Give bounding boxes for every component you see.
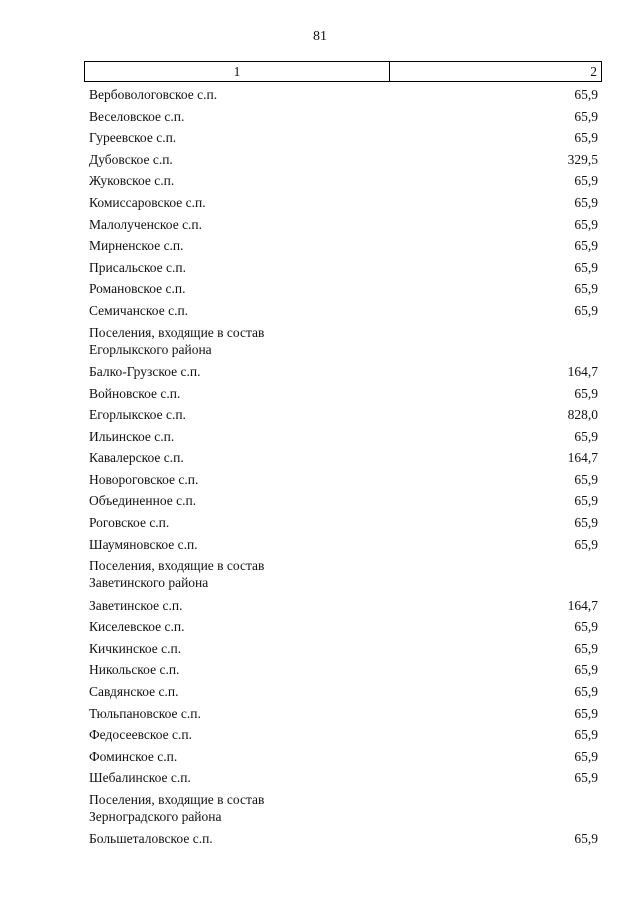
table-row — [89, 149, 598, 171]
table-row — [89, 767, 598, 789]
group-heading: Поселения, входящие в состав Заветинского района — [89, 558, 265, 591]
settlement-value: 65,9 — [574, 662, 598, 678]
settlement-name: Роговское с.п. — [89, 515, 170, 531]
settlement-value: 65,9 — [574, 108, 598, 124]
settlement-value: 329,5 — [567, 151, 598, 167]
table-row — [89, 638, 598, 660]
settlement-value: 65,9 — [574, 194, 598, 210]
settlement-name: Малолученское с.п. — [89, 216, 203, 232]
settlement-name: Новороговское с.п. — [89, 471, 199, 487]
settlement-value: 65,9 — [574, 238, 598, 254]
table-row — [89, 469, 598, 491]
table-row — [89, 534, 598, 556]
settlement-value: 65,9 — [574, 87, 598, 102]
table-row — [89, 235, 598, 257]
table-row — [89, 703, 598, 725]
settlement-name: Заветинское с.п. — [89, 597, 183, 613]
table-row — [89, 257, 598, 279]
table-row — [89, 383, 598, 405]
settlement-name: Савдянское с.п. — [89, 684, 179, 700]
settlement-value: 65,9 — [574, 748, 598, 764]
group-heading-row — [89, 322, 598, 361]
table-row — [89, 278, 598, 300]
group-heading: Поселения, входящие в состав Зерноградского района — [89, 792, 265, 824]
settlement-name: Никольское с.п. — [89, 662, 180, 678]
table-row — [89, 616, 598, 638]
table-row — [89, 404, 598, 426]
table-header — [84, 61, 602, 82]
table-row — [89, 681, 598, 703]
settlement-value: 65,9 — [574, 705, 598, 721]
table-row — [89, 214, 598, 236]
table-row — [89, 106, 598, 128]
table-row — [89, 724, 598, 746]
group-heading-row — [89, 789, 598, 828]
settlement-name: Объединенное с.п. — [89, 493, 197, 509]
table-row — [89, 512, 598, 534]
settlement-value: 828,0 — [567, 407, 598, 423]
settlement-value: 164,7 — [567, 450, 598, 466]
settlement-name: Гуреевское с.п. — [89, 130, 177, 146]
table-row — [89, 426, 598, 448]
column-2-header: 2 — [390, 62, 602, 82]
table-row — [89, 300, 598, 322]
settlement-value: 65,9 — [574, 428, 598, 444]
settlement-value: 65,9 — [574, 619, 598, 635]
settlement-value: 65,9 — [574, 385, 598, 401]
settlement-name: Семичанское с.п. — [89, 302, 189, 318]
table-row — [89, 828, 598, 850]
table-row — [89, 361, 598, 383]
settlement-value: 65,9 — [574, 173, 598, 189]
settlement-name: Киселевское с.п. — [89, 619, 185, 635]
settlement-name: Романовское с.п. — [89, 281, 186, 297]
table-row — [89, 490, 598, 512]
settlement-value: 65,9 — [574, 259, 598, 275]
settlement-name: Жуковское с.п. — [89, 173, 175, 189]
settlement-value: 65,9 — [574, 515, 598, 531]
settlement-list — [89, 84, 598, 850]
settlement-name: Фоминское с.п. — [89, 748, 178, 764]
settlement-name: Войновское с.п. — [89, 385, 181, 401]
settlement-name: Вербовологовское с.п. — [89, 87, 218, 102]
table-row — [89, 127, 598, 149]
table-row — [89, 595, 598, 617]
table-row — [89, 746, 598, 768]
column-1-header: 1 — [85, 62, 390, 82]
settlement-name: Кавалерское с.п. — [89, 450, 184, 466]
settlement-value: 65,9 — [574, 216, 598, 232]
settlement-name: Шаумяновское с.п. — [89, 536, 198, 552]
settlement-value: 65,9 — [574, 302, 598, 318]
settlement-name: Кичкинское с.п. — [89, 640, 182, 656]
group-heading: Поселения, входящие в состав Егорлыкского района — [89, 324, 265, 357]
settlement-name: Федосеевское с.п. — [89, 727, 192, 743]
settlement-value: 65,9 — [574, 130, 598, 146]
settlement-name: Тюльпановское с.п. — [89, 705, 201, 721]
settlement-value: 65,9 — [574, 640, 598, 656]
settlement-name: Балко-Грузское с.п. — [89, 363, 201, 379]
settlement-value: 65,9 — [574, 471, 598, 487]
settlement-name: Комиссаровское с.п. — [89, 194, 206, 210]
settlement-name: Егорлыкское с.п. — [89, 407, 186, 423]
settlement-name: Большеталовское с.п. — [89, 831, 213, 847]
settlement-value: 65,9 — [574, 727, 598, 743]
table-row — [89, 659, 598, 681]
settlement-name: Мирненское с.п. — [89, 238, 184, 254]
settlement-name: Шебалинское с.п. — [89, 770, 191, 786]
page-number: 81 — [313, 29, 327, 44]
table-row — [89, 170, 598, 192]
settlement-name: Дубовское с.п. — [89, 151, 173, 167]
settlement-value: 65,9 — [574, 493, 598, 509]
settlement-name: Ильинское с.п. — [89, 428, 175, 444]
settlement-value: 65,9 — [574, 684, 598, 700]
settlement-value: 65,9 — [574, 536, 598, 552]
settlement-value: 65,9 — [574, 770, 598, 786]
settlement-name: Веселовское с.п. — [89, 108, 185, 124]
settlement-value: 164,7 — [567, 363, 598, 379]
table-row — [89, 84, 598, 106]
settlement-name: Присальское с.п. — [89, 259, 186, 275]
settlement-value: 65,9 — [574, 281, 598, 297]
table-row — [89, 447, 598, 469]
group-heading-row — [89, 555, 598, 594]
settlement-value: 164,7 — [567, 597, 598, 613]
table-row — [89, 192, 598, 214]
settlement-value: 65,9 — [574, 831, 598, 847]
